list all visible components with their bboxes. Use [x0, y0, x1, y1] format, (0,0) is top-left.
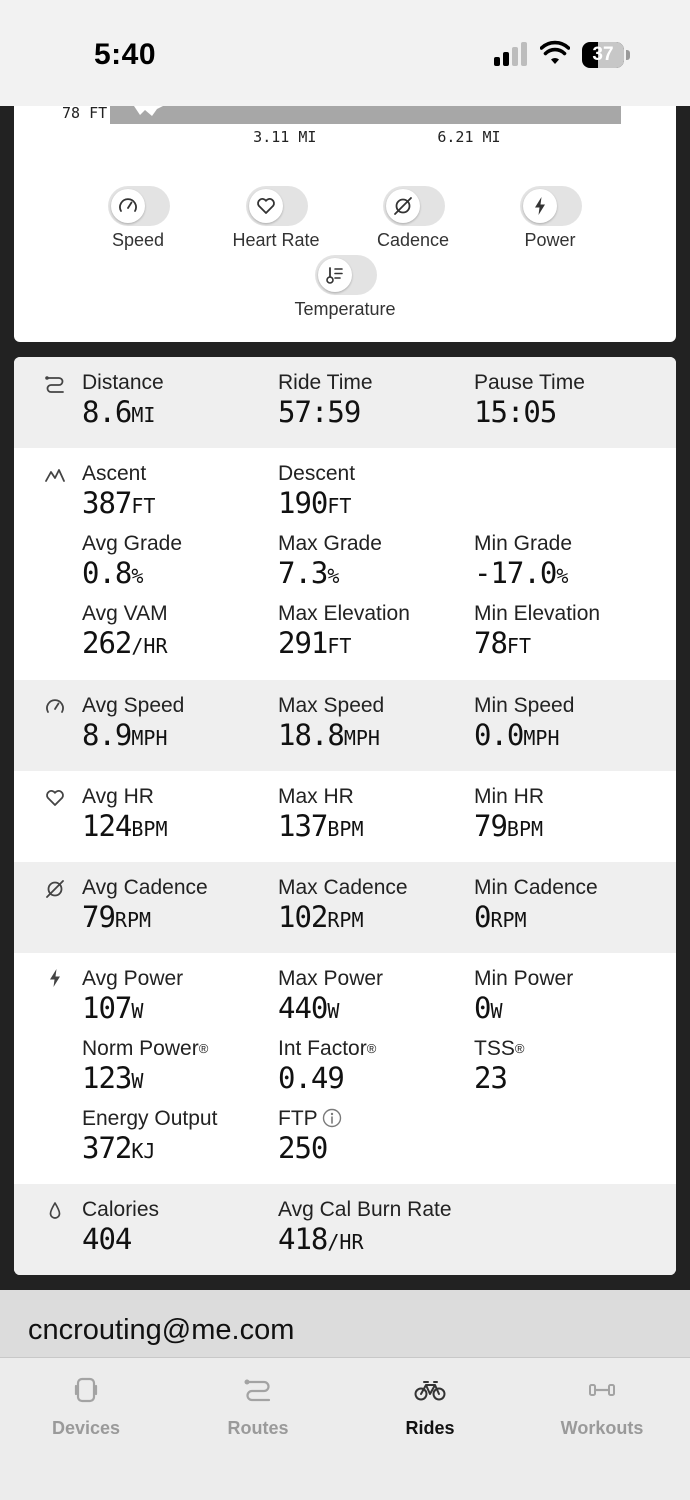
stat-avg-grade: Avg Grade 0.8%: [82, 532, 183, 590]
mountain-icon: [44, 464, 66, 486]
stats-group-heart-rate: [14, 771, 676, 862]
wifi-icon: [540, 40, 570, 66]
toggle-switch[interactable]: [383, 186, 445, 226]
x-tick-label: 6.21 MI: [437, 128, 501, 146]
stat-max-hr: Max HR 137BPM: [278, 785, 364, 843]
toggle-speed[interactable]: [68, 184, 208, 256]
stats-group-elevation: [14, 448, 676, 680]
stat-avg-hr: Avg HR 124BPM: [82, 785, 168, 843]
chart-card: [14, 106, 676, 342]
signal-icon: [494, 42, 528, 66]
stat-min-power: Min Power 0W: [474, 967, 574, 1025]
toggle-cadence[interactable]: [343, 184, 483, 256]
toggle-switch[interactable]: [520, 186, 582, 226]
stat-avg-vam: Avg VAM 262/HR: [82, 602, 168, 660]
stat-ftp: FTP 250: [278, 1107, 468, 1165]
account-email: cncrouting@me.com: [28, 1314, 295, 1346]
info-icon[interactable]: [322, 1108, 342, 1128]
stat-ascent: Ascent 387FT: [82, 462, 156, 520]
bicycle-icon: [414, 1374, 446, 1406]
heart-icon: [44, 787, 66, 809]
cadence-icon: [392, 195, 414, 217]
device-icon: [70, 1374, 102, 1406]
toggle-switch[interactable]: [315, 255, 377, 295]
stats-group-distance: [14, 357, 676, 448]
dumbbell-icon: [586, 1374, 618, 1406]
toggle-temperature[interactable]: [275, 253, 415, 325]
toggle-label: Temperature: [294, 299, 396, 319]
stat-avg-cal-burn: Avg Cal Burn Rate 418/HR: [278, 1198, 452, 1256]
speedometer-icon: [117, 195, 139, 217]
toggle-switch[interactable]: [108, 186, 170, 226]
cadence-icon: [44, 878, 66, 900]
stat-max-grade: Max Grade 7.3%: [278, 532, 382, 590]
elevation-min-label: 78 FT: [62, 104, 108, 122]
stats-group-speed: [14, 680, 676, 771]
elevation-chart: [14, 106, 676, 166]
x-tick-label: 3.11 MI: [253, 128, 317, 146]
stat-energy-output: Energy Output 372KJ: [82, 1107, 218, 1165]
toggle-switch[interactable]: [246, 186, 308, 226]
stat-min-speed: Min Speed 0.0MPH: [474, 694, 575, 752]
stat-min-elevation: Min Elevation 78FT: [474, 602, 601, 660]
stats-card: [14, 357, 676, 1275]
thermometer-icon: [324, 264, 346, 286]
stat-min-hr: Min HR 79BPM: [474, 785, 545, 843]
toggle-label: Heart Rate: [232, 230, 320, 250]
tab-rides[interactable]: Rides: [344, 1358, 516, 1500]
account-bar[interactable]: [0, 1290, 690, 1358]
tab-workouts[interactable]: Workouts: [516, 1358, 688, 1500]
toggle-label: Speed: [111, 230, 165, 250]
stat-min-grade: Min Grade -17.0%: [474, 532, 573, 590]
bolt-icon: [529, 195, 551, 217]
heart-icon: [255, 195, 277, 217]
battery-percent: 37: [592, 44, 614, 65]
route-icon: [44, 373, 66, 395]
tab-routes[interactable]: Routes: [172, 1358, 344, 1500]
stat-max-cadence: Max Cadence 102RPM: [278, 876, 408, 934]
toggle-label: Cadence: [376, 230, 450, 250]
stat-int-factor: Int Factor® 0.49: [278, 1037, 377, 1095]
stat-avg-speed: Avg Speed 8.9MPH: [82, 694, 185, 752]
stats-group-calories: [14, 1184, 676, 1275]
stat-min-cadence: Min Cadence 0RPM: [474, 876, 598, 934]
toggle-label: Power: [524, 230, 576, 250]
stat-avg-cadence: Avg Cadence 79RPM: [82, 876, 208, 934]
stats-group-power: [14, 953, 676, 1184]
graph-toggles: [14, 184, 676, 334]
stat-tss: TSS® 23: [474, 1037, 525, 1095]
routes-icon: [242, 1374, 274, 1406]
battery-icon: [582, 42, 630, 68]
status-time: 5:40: [94, 38, 157, 71]
stat-distance: Distance 8.6MI: [82, 371, 164, 429]
stat-max-speed: Max Speed 18.8MPH: [278, 694, 385, 752]
stats-group-cadence: [14, 862, 676, 953]
stat-max-power: Max Power 440W: [278, 967, 384, 1025]
toggle-heart-rate[interactable]: [206, 184, 346, 256]
speedometer-icon: [44, 696, 66, 718]
elevation-area: [110, 106, 621, 124]
bolt-icon: [44, 967, 66, 989]
tab-bar: [0, 1358, 690, 1500]
tab-devices[interactable]: Devices: [0, 1358, 172, 1500]
stat-pause-time: Pause Time 15:05: [474, 371, 585, 429]
stat-calories: Calories 404: [82, 1198, 160, 1256]
drop-icon: [44, 1200, 66, 1222]
stat-ride-time: Ride Time 57:59: [278, 371, 373, 429]
stat-norm-power: Norm Power® 123W: [82, 1037, 209, 1095]
stat-descent: Descent 190FT: [278, 462, 356, 520]
toggle-power[interactable]: [480, 184, 620, 256]
status-bar: [0, 0, 690, 106]
stat-max-elevation: Max Elevation 291FT: [278, 602, 410, 660]
stat-avg-power: Avg Power 107W: [82, 967, 184, 1025]
